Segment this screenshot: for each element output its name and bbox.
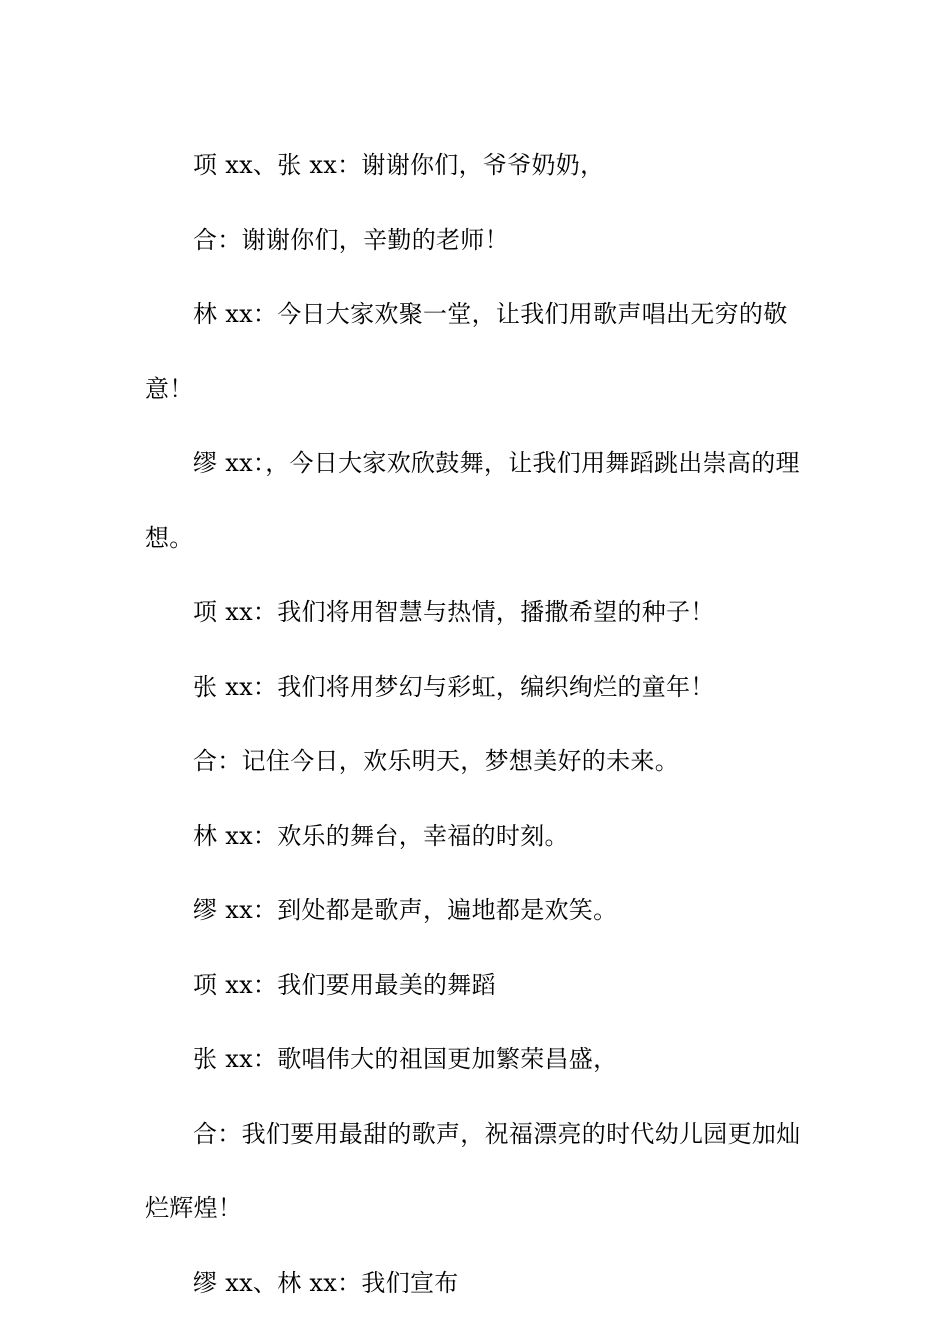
paragraph: 合：谢谢你们，辛勤的老师！ xyxy=(193,225,509,254)
paragraph: 合：我们要用最甜的歌声，祝福漂亮的时代幼儿园更加灿烂辉煌！ xyxy=(145,1119,801,1222)
paragraph: 缪 xx：到处都是歌声，遍地都是欢笑。 xyxy=(193,896,618,924)
paragraph: 缪 xx、林 xx：我们宣布 xyxy=(193,1268,459,1297)
paragraph: 项 xx：我们将用智慧与热情，播撒希望的种子！ xyxy=(193,598,715,626)
paragraph: 项 xx：我们要用最美的舞蹈 xyxy=(193,970,496,999)
paragraph: 项 xx、张 xx：谢谢你们，爷爷奶奶， xyxy=(193,151,605,179)
paragraph: 林 xx：今日大家欢聚一堂，让我们用歌声唱出无穷的敬意！ xyxy=(145,300,788,403)
paragraph: 缪 xx：，今日大家欢欣鼓舞，让我们用舞蹈跳出崇高的理想。 xyxy=(145,449,800,552)
paragraph: 合：记住今日，欢乐明天，梦想美好的未来。 xyxy=(193,747,679,775)
paragraph: 张 xx：歌唱伟大的祖国更加繁荣昌盛， xyxy=(193,1045,618,1073)
document-body xyxy=(145,128,810,1320)
paragraph: 林 xx：欢乐的舞台，幸福的时刻。 xyxy=(193,821,569,850)
paragraph: 张 xx：我们将用梦幻与彩虹，编织绚烂的童年！ xyxy=(193,672,715,701)
